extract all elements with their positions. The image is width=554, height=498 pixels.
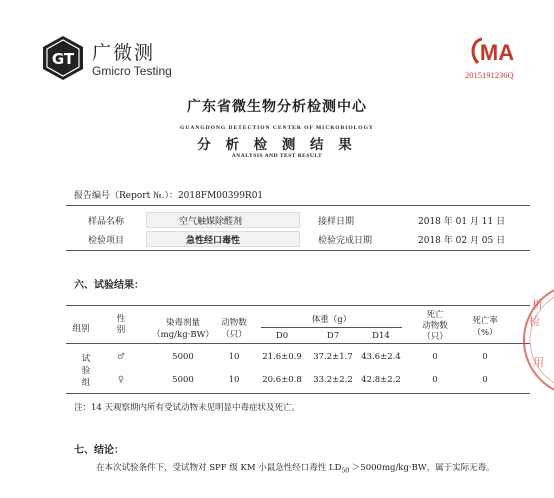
table-row-1-deaths: 0 (432, 352, 438, 362)
col-d14-header: D14 (372, 331, 390, 341)
table-row-1-animals: 10 (228, 352, 240, 362)
conclusion-text-after: ＞5000mg/kg·BW，属于实际无毒。 (349, 463, 495, 473)
table-row-2-d0: 20.6±0.8 (262, 375, 302, 385)
center-title-en: GUANGDONG DETECTION CENTER OF MICROBIOLOGY (180, 125, 374, 131)
cma-code: 2015191236Q (465, 70, 514, 80)
col-weight-header: 体重（g） (311, 315, 352, 325)
table-row-2-deaths: 0 (432, 375, 438, 385)
test-item-value: 急性经口毒性 (186, 236, 241, 246)
info-table-top-rule (66, 205, 530, 206)
col-deaths-header-line3: （只） (422, 332, 448, 342)
col-d7-header: D7 (326, 331, 340, 341)
sampling-date-label: 接样日期 (318, 217, 355, 227)
table-row-1-mortality: 0 (482, 352, 488, 362)
table-row-1-d14: 43.6±2.4 (361, 352, 401, 362)
col-sex-header: 性别 (116, 314, 126, 335)
col-d0-header: D0 (275, 331, 289, 341)
group-label-char-2: 验 (81, 366, 91, 376)
cma-certification-mark (468, 35, 520, 67)
table-row-2-dose: 5000 (172, 375, 194, 385)
table-row-2-d7: 33.2±2.2 (313, 375, 353, 385)
table-row-1-d7: 37.2±1.7 (313, 352, 353, 362)
col-mortality-header-line1: 死亡率 (472, 316, 498, 326)
results-table-bottom-rule (66, 393, 530, 394)
conclusion-text (96, 461, 495, 475)
col-deaths-header-line2: 动物数 (422, 321, 448, 331)
conclusion-text-before: 在本次试验条件下，受试物对 SPF 级 KM 小鼠急性经口毒性 LD (96, 463, 342, 473)
col-dose-header-line2: （mg/kg·BW） (152, 330, 214, 340)
logo-english-name: Gmicro Testing (92, 64, 172, 78)
table-row-1-d0: 21.6±0.9 (262, 352, 302, 362)
weight-subheader-rule (261, 327, 402, 328)
svg-text:检: 检 (529, 315, 540, 328)
table-row-1-dose: 5000 (172, 352, 194, 362)
col-deaths-header-line1: 死亡 (426, 310, 444, 320)
table-row-2-sex: ♀ (117, 375, 125, 385)
table-row-1-sex: ♂ (117, 352, 125, 362)
results-header-bottom-rule (66, 343, 530, 344)
col-group-header: 组别 (72, 324, 90, 334)
sample-name-label: 样品名称 (88, 217, 125, 227)
group-label-char-1: 试 (81, 354, 91, 364)
svg-text:用: 用 (533, 356, 544, 369)
sample-name-value: 空气触媒除醛剂 (179, 217, 243, 227)
results-note: 注：14 天观察期内所有受试动物未见明显中毒症状及死亡。 (74, 403, 301, 413)
report-number: 报告编号（Report №.）：2018FM00399R01 (74, 191, 264, 201)
cma-mark-text: MA (479, 40, 515, 65)
info-table-bottom-rule (66, 250, 530, 251)
table-row-2-animals: 10 (228, 375, 240, 385)
results-table-top-rule (66, 305, 530, 306)
table-row-2-d14: 42.8±2.2 (361, 375, 401, 385)
section7-heading: 七、结论： (74, 445, 124, 456)
logo-chinese-name: 广微测 (92, 42, 156, 64)
result-title-en: ANALYSIS AND TEST RESULT (231, 153, 323, 159)
test-item-label: 检验项目 (88, 236, 125, 246)
center-title-cn: 广东省微生物分析检测中心 (187, 99, 367, 115)
group-label-char-3: 组 (81, 378, 91, 388)
logo-badge-text: GT (51, 50, 75, 68)
svg-text:析: 析 (532, 298, 543, 311)
gmicro-logo-badge (42, 35, 84, 81)
table-row-2-mortality: 0 (482, 375, 488, 385)
conclusion-ld-subscript: 50 (341, 467, 350, 475)
finish-date-label: 检验完成日期 (318, 236, 373, 246)
col-dose-header-line1: 染毒剂量 (165, 318, 200, 328)
sampling-date-value: 2018 年 01 月 11 日 (418, 217, 506, 227)
col-animals-header-line1: 动物数 (221, 318, 247, 328)
section6-heading: 六、试验结果： (74, 280, 144, 291)
finish-date-value: 2018 年 02 月 05 日 (418, 236, 506, 246)
result-title-cn: 分 析 检 测 结 果 (197, 137, 357, 153)
col-mortality-header-line2: （%） (472, 328, 498, 338)
col-animals-header-line2: （只） (221, 330, 247, 340)
official-seal-stamp (520, 280, 554, 400)
